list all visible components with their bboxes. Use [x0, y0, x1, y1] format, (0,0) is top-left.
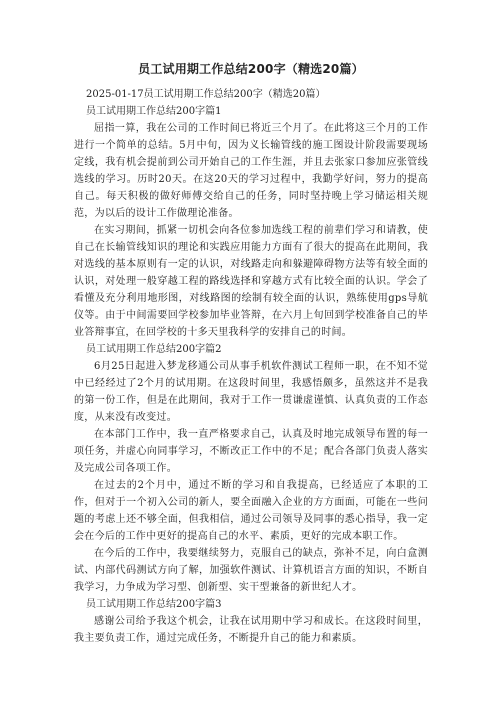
paragraph: 在本部门工作中，我一直严格要求自己，认真及时地完成领导布置的每一项任务，并虚心向同事学习，不断改正工作中的不足；配合各部门负责人落实及完成公司各项工作。 [74, 429, 428, 474]
paragraph: 感谢公司给予我这个机会，让我在试用期中学习和成长。在这段时间里，我主要负责工作，通过完成任务，不断提升自己的能力和素质。 [74, 616, 428, 644]
document-meta-line: 2025-01-17员工试用期工作总结200字（精选20篇） [86, 89, 326, 100]
section-heading: 员工试用期工作总结200字篇1 [86, 106, 222, 117]
section-heading: 员工试用期工作总结200字篇3 [86, 599, 222, 610]
paragraph: 在今后的工作中，我要继续努力，克服自己的缺点，弥补不足，向白盒测试、内部代码测试方向了解，加强软件测试、计算机语言方面的知识，不断自我学习，力争成为学习型、创新型、实干型兼备的新世纪人才。 [74, 548, 428, 593]
paragraph: 在过去的2个月中，通过不断的学习和自我提高，已经适应了本职的工作，但对于一个初入公司的新人，要全面融入企业的方方面面，可能在一些问题的考虑上还不够全面，但我相信，通过公司领导及同事的悉心指导，我一定会在今后的工作中更好的提高自己的水平、素质，更好的完成本职工作。 [74, 480, 428, 542]
document-title: 员工试用期工作总结200字（精选20篇） [138, 62, 364, 76]
paragraph: 6月25日起进入梦龙移通公司从事手机软件测试工程师一职，在不知不觉中已经经过了2个月的试用期。在这段时间里，我感悟颇多，虽然这并不是我的第一份工作，但是在此期间，我对于工作一贯谦虚谨慎、认真负责的工作态度，从来没有改变过。 [74, 361, 428, 423]
section-heading: 员工试用期工作总结200字篇2 [86, 344, 222, 355]
paragraph: 在实习期间，抓紧一切机会向各位参加选线工程的前辈们学习和请教，使自己在长输管线知识的理论和实践应用能力方面有了很大的提高在此期间，我对选线的基本原则有一定的认识，对线路走向和躲避障碍物方法等有较全面的认识，对处理一般穿越工程的路线选择和穿越方式有比较全面的认识。学会了看懂及充分利用地形图，对线路图的绘制有较全面的认识，熟练使用gps导航仪等。由于中间需要回学校参加毕业答辩，在六月上旬回到学校准备自己的毕业答辩事宜，在回学校的十多天里我科学的安排自己的时间。 [74, 225, 428, 338]
paragraph: 屈指一算，我在公司的工作时间已将近三个月了。在此将这三个月的工作进行一个简单的总结。5月中旬，因为义长输管线的施工图设计阶段需要现场定线，我有机会提前到公司开始自己的工作生涯，并且去张家口参加应张管线选线的学习。历时20天。在这20天的学习过程中，我勤学好问，努力的提高自己。每天积极的做好师傅交给自己的任务，同时坚持晚上学习储运相关规范，为以后的设计工作做理论准备。 [74, 123, 428, 219]
